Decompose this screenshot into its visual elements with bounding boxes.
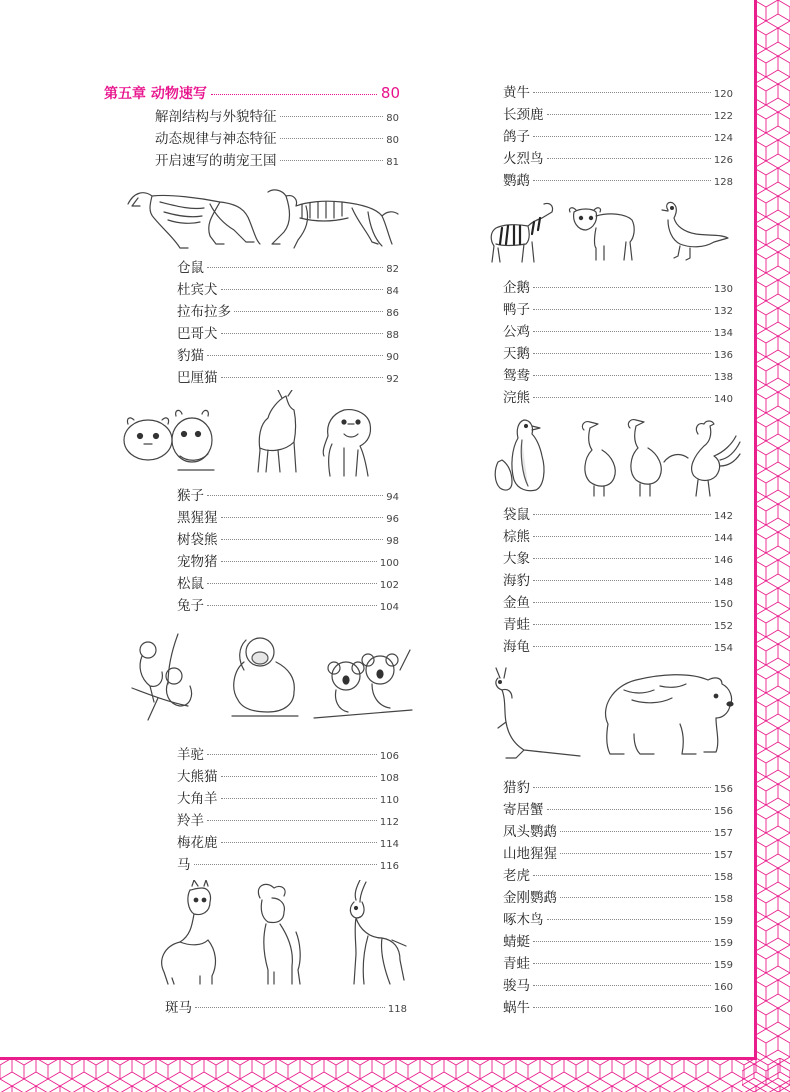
entry-leader	[221, 842, 377, 843]
toc-entry[interactable]	[503, 149, 733, 169]
entry-page: 146	[713, 555, 733, 566]
entry-label: 羚羊	[177, 813, 204, 829]
entry-label: 棕熊	[503, 529, 530, 545]
toc-entry[interactable]	[177, 745, 399, 765]
entry-label: 巴厘猫	[177, 370, 218, 386]
toc-entry[interactable]	[503, 998, 733, 1018]
toc-entry[interactable]	[177, 811, 399, 831]
entry-label: 马	[177, 857, 191, 873]
entry-label: 鹦鹉	[503, 173, 530, 189]
hamster-dog-illustration	[118, 390, 408, 480]
entry-page: 118	[387, 1004, 407, 1015]
entry-page: 159	[713, 938, 733, 949]
toc-entry[interactable]	[177, 767, 399, 787]
toc-entry[interactable]	[503, 800, 733, 820]
entry-label: 金刚鹦鹉	[503, 890, 557, 906]
entry-leader	[280, 116, 384, 117]
entry-label: 大熊猫	[177, 769, 218, 785]
toc-entry[interactable]	[155, 129, 399, 149]
toc-entry[interactable]	[503, 171, 733, 191]
entry-label: 青蛙	[503, 956, 530, 972]
entry-leader	[533, 309, 711, 310]
entry-label: 猎豹	[503, 780, 530, 796]
entry-label: 老虎	[503, 868, 530, 884]
entry-leader	[207, 583, 377, 584]
entry-label: 斑马	[165, 1000, 192, 1016]
entry-page: 156	[713, 784, 733, 795]
entry-label: 蜻蜓	[503, 934, 530, 950]
toc-entry[interactable]	[155, 151, 399, 171]
alpaca-ram-gazelle-illustration	[150, 880, 410, 990]
entry-label: 天鹅	[503, 346, 530, 362]
entry-leader	[560, 831, 711, 832]
entry-label: 开启速写的萌宠王国	[155, 153, 277, 169]
entry-page: 108	[379, 773, 399, 784]
entry-leader	[533, 875, 711, 876]
entry-page: 138	[713, 372, 733, 383]
page-edge-bottom	[0, 1057, 757, 1060]
toc-entry[interactable]	[177, 258, 399, 278]
entry-label: 兔子	[177, 598, 204, 614]
entry-label: 长颈鹿	[503, 107, 544, 123]
entry-label: 海豹	[503, 573, 530, 589]
entry-page: 120	[713, 89, 733, 100]
entry-leader	[280, 138, 384, 139]
entry-label: 鸽子	[503, 129, 530, 145]
toc-entry[interactable]	[177, 596, 399, 616]
entry-leader	[533, 646, 711, 647]
toc-entry[interactable]	[177, 346, 399, 366]
chapter-heading[interactable]	[104, 83, 400, 105]
entry-label: 解剖结构与外貌特征	[155, 109, 277, 125]
entry-label: 鸭子	[503, 302, 530, 318]
entry-leader	[207, 355, 383, 356]
entry-leader	[533, 941, 711, 942]
chapter-page: 80	[380, 84, 400, 102]
entry-leader	[195, 1007, 385, 1008]
entry-page: 156	[713, 806, 733, 817]
toc-entry[interactable]	[177, 302, 399, 322]
entry-label: 猴子	[177, 488, 204, 504]
toc-entry[interactable]	[503, 388, 733, 408]
entry-label: 黑猩猩	[177, 510, 218, 526]
toc-entry[interactable]	[177, 855, 399, 875]
toc-entry[interactable]	[177, 789, 399, 809]
entry-label: 树袋熊	[177, 532, 218, 548]
entry-leader	[221, 539, 384, 540]
entry-leader	[533, 92, 711, 93]
entry-page: 81	[386, 157, 399, 168]
entry-leader	[280, 160, 384, 161]
entry-page: 130	[713, 284, 733, 295]
entry-label: 宠物猪	[177, 554, 218, 570]
entry-leader	[207, 820, 377, 821]
entry-leader	[533, 514, 711, 515]
entry-page: 86	[386, 308, 399, 319]
toc-entry[interactable]	[503, 615, 733, 635]
entry-page: 128	[713, 177, 733, 188]
kangaroo-bear-illustration	[484, 664, 748, 762]
entry-page: 82	[386, 264, 399, 275]
entry-leader	[221, 798, 377, 799]
chapter-title: 第五章 动物速写	[104, 86, 207, 102]
entry-page: 112	[379, 817, 399, 828]
entry-label: 羊驼	[177, 747, 204, 763]
entry-page: 94	[386, 492, 399, 503]
entry-label: 豹猫	[177, 348, 204, 364]
entry-label: 梅花鹿	[177, 835, 218, 851]
toc-entry[interactable]	[503, 322, 733, 342]
entry-leader	[207, 605, 377, 606]
entry-page: 152	[713, 621, 733, 632]
entry-label: 海龟	[503, 639, 530, 655]
entry-leader	[533, 353, 711, 354]
toc-entry[interactable]	[177, 574, 399, 594]
entry-leader	[547, 114, 711, 115]
page-edge-right	[754, 0, 757, 1060]
entry-label: 寄居蟹	[503, 802, 544, 818]
entry-leader	[221, 289, 384, 290]
entry-label: 松鼠	[177, 576, 204, 592]
zebra-cow-pigeon-illustration	[484, 198, 744, 270]
entry-page: 96	[386, 514, 399, 525]
entry-page: 90	[386, 352, 399, 363]
entry-leader	[194, 864, 377, 865]
toc-entry[interactable]	[503, 593, 733, 613]
toc-entry[interactable]	[503, 127, 733, 147]
toc-entry[interactable]	[177, 530, 399, 550]
entry-page: 104	[379, 602, 399, 613]
entry-label: 企鹅	[503, 280, 530, 296]
toc-entry[interactable]	[177, 833, 399, 853]
entry-page: 154	[713, 643, 733, 654]
toc-entry[interactable]	[503, 822, 733, 842]
entry-leader	[560, 853, 711, 854]
entry-page: 158	[713, 872, 733, 883]
entry-leader	[533, 375, 711, 376]
entry-label: 啄木鸟	[503, 912, 544, 928]
entry-leader	[533, 180, 711, 181]
toc-entry[interactable]	[503, 549, 733, 569]
entry-label: 金鱼	[503, 595, 530, 611]
toc-entry[interactable]	[503, 83, 733, 103]
entry-leader	[533, 787, 711, 788]
entry-label: 大角羊	[177, 791, 218, 807]
toc-entry[interactable]	[503, 888, 733, 908]
entry-page: 124	[713, 133, 733, 144]
entry-page: 159	[713, 960, 733, 971]
entry-page: 92	[386, 374, 399, 385]
entry-label: 仓鼠	[177, 260, 204, 276]
entry-page: 122	[713, 111, 733, 122]
entry-page: 80	[386, 113, 399, 124]
entry-leader	[533, 558, 711, 559]
entry-leader	[207, 754, 377, 755]
entry-label: 山地猩猩	[503, 846, 557, 862]
entry-leader	[547, 919, 711, 920]
entry-leader	[533, 580, 711, 581]
entry-page: 132	[713, 306, 733, 317]
toc-entry[interactable]	[503, 344, 733, 364]
entry-label: 骏马	[503, 978, 530, 994]
entry-page: 158	[713, 894, 733, 905]
entry-leader	[533, 136, 711, 137]
entry-label: 火烈鸟	[503, 151, 544, 167]
toc-entry[interactable]	[177, 508, 399, 528]
entry-label: 大象	[503, 551, 530, 567]
toc-entry[interactable]	[177, 486, 399, 506]
toc-entry[interactable]	[177, 324, 399, 344]
entry-page: 110	[379, 795, 399, 806]
entry-page: 148	[713, 577, 733, 588]
entry-leader	[207, 267, 383, 268]
entry-leader	[533, 287, 711, 288]
toc-entry[interactable]	[503, 527, 733, 547]
toc-entry[interactable]	[503, 637, 733, 657]
entry-leader	[560, 897, 711, 898]
toc-entry[interactable]	[503, 844, 733, 864]
entry-label: 凤头鹦鹉	[503, 824, 557, 840]
toc-entry[interactable]	[503, 105, 733, 125]
entry-label: 拉布拉多	[177, 304, 231, 320]
toc-entry[interactable]	[503, 778, 733, 798]
entry-leader	[533, 331, 711, 332]
entry-label: 杜宾犬	[177, 282, 218, 298]
entry-leader	[533, 536, 711, 537]
entry-page: 100	[379, 558, 399, 569]
entry-page: 126	[713, 155, 733, 166]
entry-leader	[533, 963, 711, 964]
entry-label: 黄牛	[503, 85, 530, 101]
entry-leader	[533, 1007, 711, 1008]
toc-entry[interactable]	[503, 910, 733, 930]
entry-leader	[533, 985, 711, 986]
entry-label: 蜗牛	[503, 1000, 530, 1016]
entry-page: 160	[713, 1004, 733, 1015]
entry-leader	[221, 776, 377, 777]
chapter-leader	[211, 94, 377, 95]
entry-page: 106	[379, 751, 399, 762]
toc-entry[interactable]	[503, 976, 733, 996]
entry-leader	[221, 333, 384, 334]
cat-anatomy-illustration	[120, 182, 400, 254]
entry-page: 80	[386, 135, 399, 146]
entry-page: 98	[386, 536, 399, 547]
entry-leader	[547, 158, 711, 159]
entry-label: 青蛙	[503, 617, 530, 633]
entry-page: 160	[713, 982, 733, 993]
entry-page: 116	[379, 861, 399, 872]
toc-entry[interactable]	[503, 300, 733, 320]
entry-page: 142	[713, 511, 733, 522]
toc-entry[interactable]	[165, 998, 407, 1018]
entry-leader	[207, 495, 383, 496]
entry-leader	[533, 397, 711, 398]
entry-page: 150	[713, 599, 733, 610]
toc-entry[interactable]	[503, 954, 733, 974]
entry-leader	[533, 602, 711, 603]
entry-label: 动态规律与神态特征	[155, 131, 277, 147]
entry-leader	[234, 311, 383, 312]
entry-page: 114	[379, 839, 399, 850]
entry-page: 88	[386, 330, 399, 341]
penguin-duck-rooster-illustration	[484, 412, 744, 498]
toc-entry[interactable]	[503, 366, 733, 386]
entry-page: 157	[713, 850, 733, 861]
entry-leader	[221, 561, 377, 562]
entry-page: 140	[713, 394, 733, 405]
entry-label: 巴哥犬	[177, 326, 218, 342]
toc-entry[interactable]	[177, 368, 399, 388]
entry-label: 鸳鸯	[503, 368, 530, 384]
toc-entry[interactable]	[503, 866, 733, 886]
entry-page: 84	[386, 286, 399, 297]
entry-page: 144	[713, 533, 733, 544]
monkey-chimp-koala-illustration	[128, 630, 418, 730]
toc-entry[interactable]	[155, 107, 399, 127]
border-pattern-bottom	[0, 1058, 790, 1092]
entry-page: 102	[379, 580, 399, 591]
toc-entry[interactable]	[177, 552, 399, 572]
toc-entry[interactable]	[503, 278, 733, 298]
entry-label: 袋鼠	[503, 507, 530, 523]
toc-entry[interactable]	[177, 280, 399, 300]
entry-page: 136	[713, 350, 733, 361]
entry-leader	[221, 377, 384, 378]
toc-entry[interactable]	[503, 932, 733, 952]
toc-entry[interactable]	[503, 571, 733, 591]
toc-entry[interactable]	[503, 505, 733, 525]
entry-leader	[533, 624, 711, 625]
entry-label: 浣熊	[503, 390, 530, 406]
entry-page: 134	[713, 328, 733, 339]
entry-label: 公鸡	[503, 324, 530, 340]
entry-page: 157	[713, 828, 733, 839]
entry-leader	[547, 809, 711, 810]
entry-leader	[221, 517, 384, 518]
entry-page: 159	[713, 916, 733, 927]
